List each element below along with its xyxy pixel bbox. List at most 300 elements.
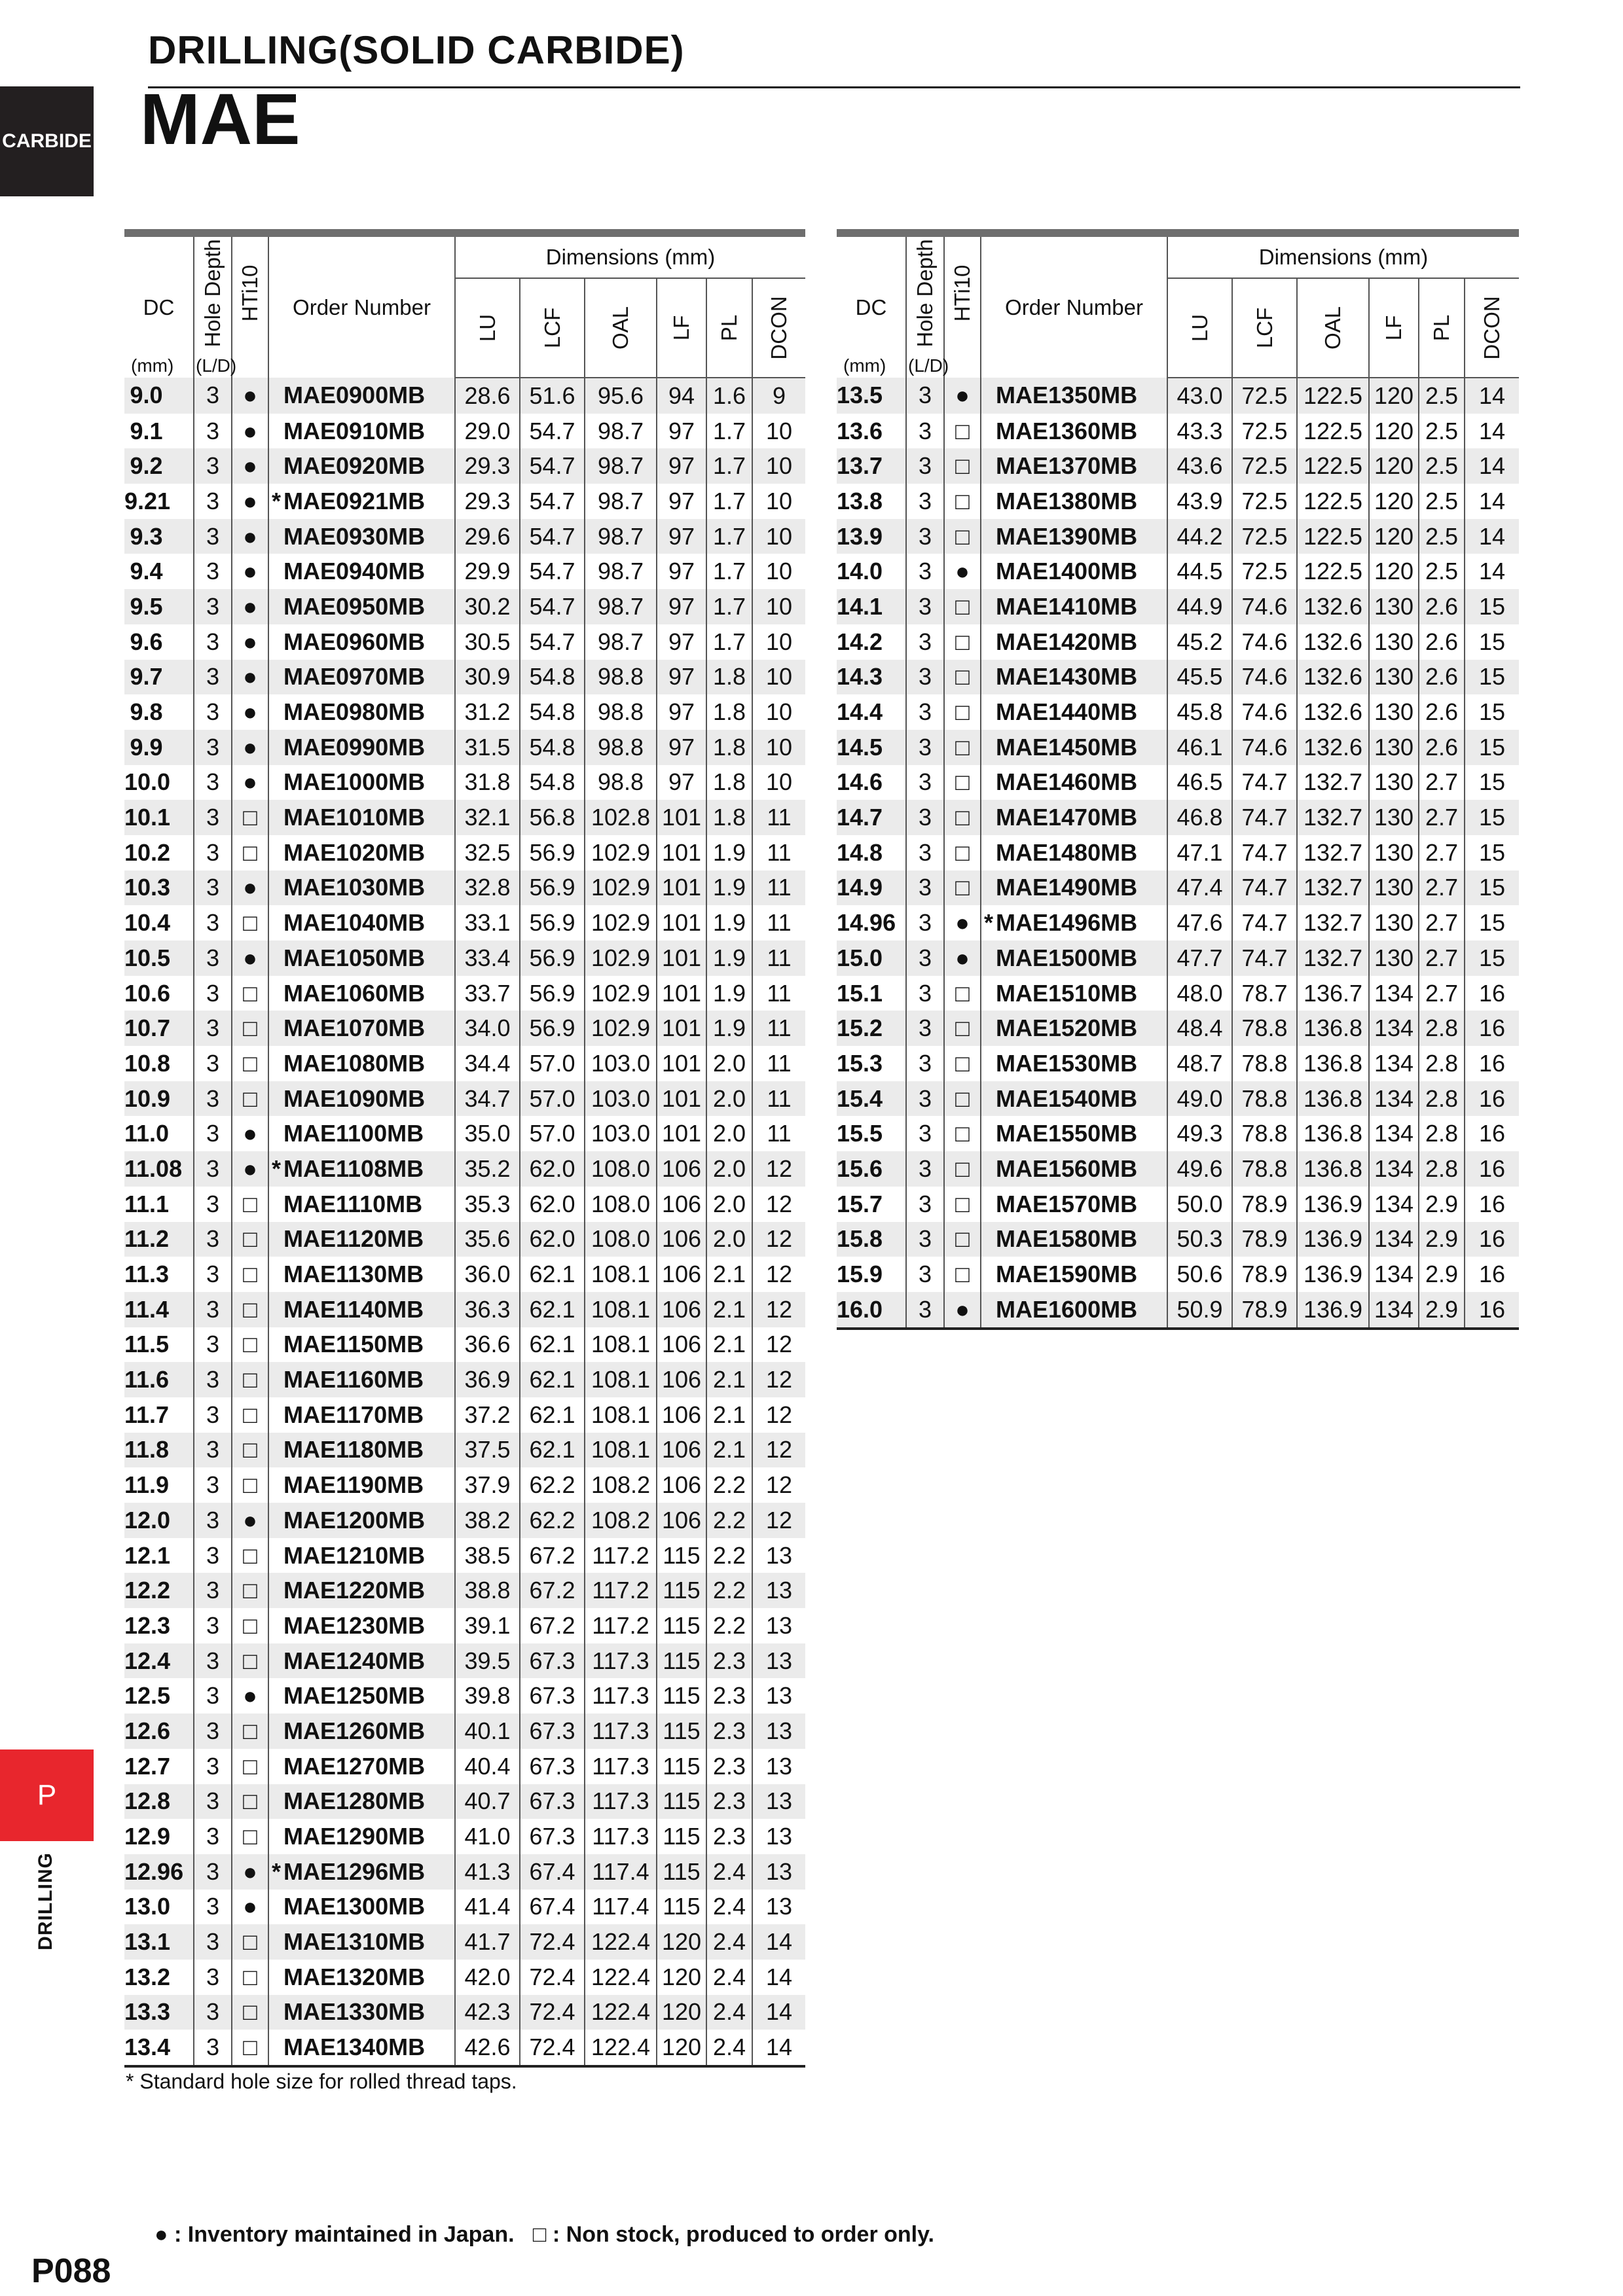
table-row xyxy=(837,1187,1519,1222)
table-row xyxy=(124,519,805,554)
order-number: MAE1110MB xyxy=(283,1190,423,1217)
dcon-cell: 10 xyxy=(752,448,805,484)
order-number-cell xyxy=(268,1011,455,1046)
stock-icon: □ xyxy=(232,1538,268,1573)
lu-cell: 43.6 xyxy=(1167,448,1232,484)
dcon-cell: 12 xyxy=(752,1327,805,1363)
lu-cell: 49.3 xyxy=(1167,1116,1232,1151)
dc-cell: 12.7 xyxy=(124,1752,171,1780)
stock-icon: □ xyxy=(944,835,981,870)
hole-depth-cell: 3 xyxy=(906,1116,944,1151)
lcf-cell: 67.3 xyxy=(520,1749,585,1784)
dc-unit: (mm) xyxy=(843,355,886,376)
dc-cell: 12.4 xyxy=(124,1643,194,1679)
lcf-cell: 54.8 xyxy=(520,730,585,765)
dc-header xyxy=(837,233,906,378)
stock-icon: □ xyxy=(232,1467,268,1503)
stock-icon: □ xyxy=(944,1222,981,1257)
stock-icon: □ xyxy=(232,905,268,941)
stock-icon: ● xyxy=(232,414,268,449)
table-row xyxy=(124,1046,805,1081)
lcf-cell: 54.7 xyxy=(520,519,585,554)
hole-depth-cell: 3 xyxy=(194,1713,232,1749)
lcf-cell: 74.7 xyxy=(1232,800,1297,835)
pl-cell: 2.6 xyxy=(1419,660,1465,695)
order-number: MAE1390MB xyxy=(996,522,1138,550)
table-row xyxy=(837,624,1519,660)
order-number-header: Order Number xyxy=(981,233,1167,378)
stock-icon: □ xyxy=(944,519,981,554)
lu-cell: 38.8 xyxy=(455,1573,520,1608)
pl-cell: 1.8 xyxy=(706,765,752,800)
hole-depth-cell: 3 xyxy=(194,554,232,589)
table-row xyxy=(837,378,1519,414)
dc-cell: 11.9 xyxy=(124,1471,170,1499)
oal-cell: 136.7 xyxy=(1297,976,1369,1011)
lcf-cell: 56.9 xyxy=(520,941,585,976)
lf-cell: 101 xyxy=(657,905,706,941)
stock-icon: ● xyxy=(944,941,981,976)
dcon-cell: 11 xyxy=(752,976,805,1011)
lcf-cell: 54.8 xyxy=(520,694,585,730)
order-number: MAE1370MB xyxy=(996,452,1138,480)
hole-depth-cell: 3 xyxy=(906,870,944,906)
asterisk-mark: * xyxy=(271,1155,281,1182)
pl-cell: 2.4 xyxy=(706,1960,752,1995)
lcf-cell: 67.3 xyxy=(520,1819,585,1854)
pl-cell: 2.8 xyxy=(1419,1046,1465,1081)
dcon-cell: 16 xyxy=(1465,1292,1519,1329)
table-row xyxy=(124,1854,805,1890)
stock-icon: □ xyxy=(232,1257,268,1292)
lcf-cell: 74.6 xyxy=(1232,624,1297,660)
lf-cell: 120 xyxy=(1369,448,1419,484)
dc-cell: 11.5 xyxy=(124,1331,170,1358)
lu-cell: 39.1 xyxy=(455,1608,520,1643)
dcon-label: DCON xyxy=(1480,296,1504,360)
order-number-cell xyxy=(981,870,1167,906)
table-row xyxy=(837,1046,1519,1081)
hole-depth-cell: 3 xyxy=(194,1995,232,2030)
oal-cell: 132.7 xyxy=(1297,800,1369,835)
table-row xyxy=(124,1784,805,1820)
order-number: MAE1430MB xyxy=(996,663,1138,691)
dcon-cell: 10 xyxy=(752,519,805,554)
dc-cell: 14.2 xyxy=(837,628,883,655)
table-row xyxy=(124,870,805,906)
order-number-cell xyxy=(981,660,1167,695)
lcf-cell: 56.9 xyxy=(520,870,585,906)
dc-cell: 14.96 xyxy=(837,909,896,937)
hole-depth-cell: 3 xyxy=(906,624,944,660)
lf-cell: 115 xyxy=(657,1643,706,1679)
lcf-cell: 78.8 xyxy=(1232,1011,1297,1046)
order-number-cell xyxy=(981,519,1167,554)
table-row xyxy=(837,484,1519,519)
hole-depth-cell: 3 xyxy=(194,1187,232,1222)
order-number-cell xyxy=(268,519,455,554)
dcon-cell: 11 xyxy=(752,905,805,941)
dcon-cell: 15 xyxy=(1465,589,1519,624)
order-number-cell xyxy=(268,730,455,765)
lcf-cell: 72.4 xyxy=(520,1995,585,2030)
lcf-cell: 78.8 xyxy=(1232,1081,1297,1117)
lu-cell: 36.6 xyxy=(455,1327,520,1363)
oal-cell: 98.8 xyxy=(585,730,657,765)
order-number: MAE1296MB xyxy=(283,1857,426,1885)
hole-depth-cell: 3 xyxy=(194,1327,232,1363)
dc-cell: 9.6 xyxy=(130,628,163,655)
table-row xyxy=(124,1081,805,1117)
pl-cell: 2.3 xyxy=(706,1749,752,1784)
lcf-cell: 62.1 xyxy=(520,1292,585,1327)
order-number: MAE1130MB xyxy=(283,1261,424,1288)
hole-depth-cell: 3 xyxy=(906,1292,944,1329)
dcon-cell: 15 xyxy=(1465,624,1519,660)
dc-cell: 12.6 xyxy=(124,1713,194,1749)
order-number: MAE1450MB xyxy=(996,733,1138,761)
lu-cell: 40.7 xyxy=(455,1784,520,1820)
table-row xyxy=(124,660,805,695)
lu-cell: 31.2 xyxy=(455,694,520,730)
order-number: MAE1200MB xyxy=(283,1506,426,1534)
order-number: MAE0990MB xyxy=(283,733,426,761)
order-number-cell xyxy=(268,1995,455,2030)
table-row xyxy=(124,1467,805,1503)
pl-cell: 1.8 xyxy=(706,660,752,695)
oal-cell: 102.9 xyxy=(585,905,657,941)
dc-header xyxy=(124,233,194,378)
order-number-cell xyxy=(981,1257,1167,1292)
pl-cell: 2.3 xyxy=(706,1819,752,1854)
oal-cell: 98.7 xyxy=(585,624,657,660)
lu-cell: 44.9 xyxy=(1167,589,1232,624)
lf-cell: 97 xyxy=(657,448,706,484)
table-row xyxy=(124,1222,805,1257)
stock-icon: □ xyxy=(944,1046,981,1081)
lu-cell: 35.0 xyxy=(455,1116,520,1151)
lu-cell: 45.8 xyxy=(1167,694,1232,730)
table-row xyxy=(837,835,1519,870)
hole-depth-cell: 3 xyxy=(906,941,944,976)
order-number: MAE1560MB xyxy=(996,1155,1138,1182)
stock-icon: □ xyxy=(944,589,981,624)
oal-cell: 98.7 xyxy=(585,589,657,624)
lu-cell: 29.9 xyxy=(455,554,520,589)
dc-cell: 10.3 xyxy=(124,870,194,906)
pl-cell: 1.8 xyxy=(706,730,752,765)
lf-cell: 130 xyxy=(1369,835,1419,870)
lf-cell: 115 xyxy=(657,1819,706,1854)
tab-drilling-label: DRILLING xyxy=(35,1852,56,1950)
stock-icon: □ xyxy=(232,1011,268,1046)
pl-cell: 2.3 xyxy=(706,1643,752,1679)
order-number-cell xyxy=(268,1362,455,1397)
dcon-cell: 15 xyxy=(1465,765,1519,800)
stock-icon: □ xyxy=(944,730,981,765)
dc-cell: 10.5 xyxy=(124,941,194,976)
order-number: MAE1250MB xyxy=(283,1682,426,1710)
order-number-cell xyxy=(268,1257,455,1292)
dc-cell: 15.1 xyxy=(837,979,883,1007)
lu-label: LU xyxy=(1187,314,1212,342)
dc-cell: 12.2 xyxy=(124,1573,194,1608)
stock-icon: ● xyxy=(232,1151,268,1187)
oal-cell: 108.2 xyxy=(585,1503,657,1538)
dcon-cell: 15 xyxy=(1465,730,1519,765)
hole-depth-cell: 3 xyxy=(906,800,944,835)
table-row xyxy=(124,1011,805,1046)
table-row xyxy=(837,694,1519,730)
order-number-cell xyxy=(268,660,455,695)
lcf-cell: 72.5 xyxy=(1232,484,1297,519)
oal-cell: 136.8 xyxy=(1297,1116,1369,1151)
table-row xyxy=(837,589,1519,624)
oal-cell: 102.9 xyxy=(585,870,657,906)
oal-cell: 132.6 xyxy=(1297,589,1369,624)
dcon-cell: 15 xyxy=(1465,941,1519,976)
lf-cell: 101 xyxy=(657,835,706,870)
order-number-cell xyxy=(981,1292,1167,1329)
lcf-cell: 78.8 xyxy=(1232,1116,1297,1151)
table-row xyxy=(837,1292,1519,1329)
lu-cell: 34.4 xyxy=(455,1046,520,1081)
lcf-cell: 51.6 xyxy=(520,378,585,414)
oal-cell: 117.3 xyxy=(585,1678,657,1713)
table-row xyxy=(837,448,1519,484)
pl-cell: 2.1 xyxy=(706,1433,752,1468)
dcon-cell: 10 xyxy=(752,660,805,695)
hole-depth-cell: 3 xyxy=(194,730,232,765)
dcon-cell: 16 xyxy=(1465,1081,1519,1117)
dc-cell: 12.1 xyxy=(124,1541,171,1569)
dc-cell: 14.5 xyxy=(837,730,906,765)
table-row xyxy=(124,941,805,976)
order-number-cell xyxy=(981,554,1167,589)
dc-cell: 10.6 xyxy=(124,979,171,1007)
dcon-header xyxy=(752,278,805,378)
dcon-cell: 15 xyxy=(1465,870,1519,906)
pl-cell: 2.5 xyxy=(1419,519,1465,554)
oal-cell: 132.6 xyxy=(1297,694,1369,730)
hole-depth-label: Hole Depth xyxy=(913,239,937,348)
lu-cell: 37.2 xyxy=(455,1397,520,1433)
dcon-cell: 11 xyxy=(752,1011,805,1046)
footnote: * Standard hole size for rolled thread taps. xyxy=(126,2070,517,2093)
dcon-cell: 12 xyxy=(752,1222,805,1257)
lf-cell: 97 xyxy=(657,660,706,695)
dc-cell: 16.0 xyxy=(837,1292,906,1329)
stock-icon: □ xyxy=(232,1081,268,1117)
hole-depth-cell: 3 xyxy=(194,1011,232,1046)
pl-cell: 1.8 xyxy=(706,694,752,730)
hole-depth-cell: 3 xyxy=(194,1151,232,1187)
lcf-cell: 62.1 xyxy=(520,1433,585,1468)
oal-cell: 103.0 xyxy=(585,1116,657,1151)
stock-icon: □ xyxy=(944,1257,981,1292)
lu-cell: 42.3 xyxy=(455,1995,520,2030)
table-row xyxy=(124,1397,805,1433)
stock-icon: □ xyxy=(944,1081,981,1117)
lu-cell: 33.7 xyxy=(455,976,520,1011)
table-row xyxy=(124,414,805,449)
dc-cell: 12.8 xyxy=(124,1784,194,1820)
order-number-cell xyxy=(268,1046,455,1081)
oal-cell: 117.2 xyxy=(585,1608,657,1643)
lu-cell: 30.5 xyxy=(455,624,520,660)
order-number: MAE1160MB xyxy=(283,1366,424,1393)
order-number: MAE1600MB xyxy=(996,1295,1138,1323)
lf-header xyxy=(1369,278,1419,378)
table-row xyxy=(124,1819,805,1854)
oal-cell: 98.7 xyxy=(585,554,657,589)
order-number: MAE0930MB xyxy=(283,522,426,550)
dcon-cell: 11 xyxy=(752,1046,805,1081)
hole-depth-cell: 3 xyxy=(194,694,232,730)
lf-cell: 106 xyxy=(657,1327,706,1363)
pl-cell: 2.7 xyxy=(1419,905,1465,941)
pl-cell: 1.9 xyxy=(706,835,752,870)
dc-cell: 14.6 xyxy=(837,768,883,796)
hole-depth-cell: 3 xyxy=(194,1292,232,1327)
order-number-cell xyxy=(268,1081,455,1117)
lf-cell: 134 xyxy=(1369,1187,1419,1222)
lcf-cell: 74.6 xyxy=(1232,694,1297,730)
order-number-cell xyxy=(268,1538,455,1573)
lcf-cell: 72.5 xyxy=(1232,519,1297,554)
order-number-cell xyxy=(268,1643,455,1679)
order-number: MAE1460MB xyxy=(996,768,1138,796)
dc-label: DC xyxy=(855,295,887,319)
hole-depth-cell: 3 xyxy=(194,1116,232,1151)
lu-cell: 50.0 xyxy=(1167,1187,1232,1222)
lf-cell: 130 xyxy=(1369,941,1419,976)
order-number-cell xyxy=(268,378,455,414)
oal-cell: 103.0 xyxy=(585,1081,657,1117)
pl-cell: 2.2 xyxy=(706,1538,752,1573)
order-number: MAE1080MB xyxy=(283,1049,426,1077)
table-row xyxy=(837,1257,1519,1292)
oal-cell: 117.3 xyxy=(585,1749,657,1784)
stock-icon: □ xyxy=(944,1116,981,1151)
stock-icon: ● xyxy=(232,519,268,554)
oal-cell: 108.1 xyxy=(585,1292,657,1327)
stock-icon: □ xyxy=(232,976,268,1011)
lf-cell: 106 xyxy=(657,1397,706,1433)
dcon-cell: 16 xyxy=(1465,1116,1519,1151)
dc-cell: 13.6 xyxy=(837,417,883,444)
lcf-cell: 54.8 xyxy=(520,765,585,800)
hole-depth-cell: 3 xyxy=(906,765,944,800)
legend-stock-text: : Inventory maintained in Japan. xyxy=(174,2222,515,2247)
order-number: MAE1480MB xyxy=(996,838,1138,866)
lf-cell: 134 xyxy=(1369,1116,1419,1151)
lcf-cell: 67.3 xyxy=(520,1678,585,1713)
pl-cell: 2.6 xyxy=(1419,589,1465,624)
hole-depth-cell: 3 xyxy=(194,870,232,906)
stock-icon: ● xyxy=(232,941,268,976)
order-number: MAE1550MB xyxy=(996,1120,1138,1147)
lcf-cell: 54.7 xyxy=(520,414,585,449)
hole-depth-cell: 3 xyxy=(194,1362,232,1397)
order-number: MAE1590MB xyxy=(996,1261,1138,1288)
pl-header xyxy=(706,278,752,378)
dcon-cell: 15 xyxy=(1465,660,1519,695)
order-number-cell xyxy=(268,484,455,519)
order-number: MAE1420MB xyxy=(996,628,1138,655)
oal-cell: 132.7 xyxy=(1297,905,1369,941)
dcon-cell: 15 xyxy=(1465,800,1519,835)
pl-cell: 2.3 xyxy=(706,1713,752,1749)
lu-cell: 47.6 xyxy=(1167,905,1232,941)
stock-icon: □ xyxy=(232,1327,268,1363)
oal-cell: 122.5 xyxy=(1297,448,1369,484)
pl-cell: 1.7 xyxy=(706,624,752,660)
order-number-cell xyxy=(268,1854,455,1890)
oal-cell: 98.7 xyxy=(585,414,657,449)
lcf-cell: 57.0 xyxy=(520,1081,585,1117)
order-number: MAE1380MB xyxy=(996,487,1138,514)
table-row xyxy=(124,624,805,660)
order-number-cell xyxy=(268,1397,455,1433)
asterisk-mark: * xyxy=(271,1857,281,1885)
hole-depth-cell: 3 xyxy=(194,484,232,519)
stock-icon: □ xyxy=(232,1608,268,1643)
table-row xyxy=(837,1011,1519,1046)
table-row xyxy=(837,905,1519,941)
lcf-cell: 62.1 xyxy=(520,1327,585,1363)
dc-cell: 13.4 xyxy=(124,2030,194,2066)
pl-cell: 2.8 xyxy=(1419,1151,1465,1187)
dc-cell: 13.9 xyxy=(837,519,906,554)
table-row xyxy=(124,694,805,730)
lcf-cell: 67.3 xyxy=(520,1643,585,1679)
hole-depth-cell: 3 xyxy=(906,1081,944,1117)
order-number: MAE0960MB xyxy=(283,628,426,655)
order-number: MAE1060MB xyxy=(283,979,426,1007)
lcf-cell: 67.2 xyxy=(520,1573,585,1608)
lcf-cell: 78.8 xyxy=(1232,1151,1297,1187)
order-number: MAE0950MB xyxy=(283,592,426,620)
order-number-cell xyxy=(268,1678,455,1713)
lf-label: LF xyxy=(669,315,693,341)
hole-depth-cell: 3 xyxy=(194,1924,232,1960)
stock-icon: □ xyxy=(232,1995,268,2030)
dcon-cell: 10 xyxy=(752,694,805,730)
lcf-cell: 72.4 xyxy=(520,2030,585,2066)
dc-cell: 15.7 xyxy=(837,1190,883,1217)
order-number-cell xyxy=(981,1011,1167,1046)
oal-cell: 122.5 xyxy=(1297,378,1369,414)
lf-cell: 130 xyxy=(1369,589,1419,624)
oal-cell: 98.7 xyxy=(585,448,657,484)
lcf-cell: 74.7 xyxy=(1232,835,1297,870)
dcon-cell: 14 xyxy=(1465,448,1519,484)
order-number-cell xyxy=(981,694,1167,730)
stock-icon: □ xyxy=(944,870,981,906)
pl-cell: 2.9 xyxy=(1419,1257,1465,1292)
dc-cell: 11.1 xyxy=(124,1190,170,1217)
order-number-cell xyxy=(268,1924,455,1960)
hole-depth-cell: 3 xyxy=(906,554,944,589)
order-number: MAE1500MB xyxy=(996,944,1138,971)
lu-cell: 40.4 xyxy=(455,1749,520,1784)
order-number: MAE1090MB xyxy=(283,1085,426,1112)
dcon-cell: 16 xyxy=(1465,1151,1519,1187)
stock-icon: □ xyxy=(232,1573,268,1608)
oal-cell: 122.4 xyxy=(585,1995,657,2030)
order-number: MAE1340MB xyxy=(283,2034,426,2061)
